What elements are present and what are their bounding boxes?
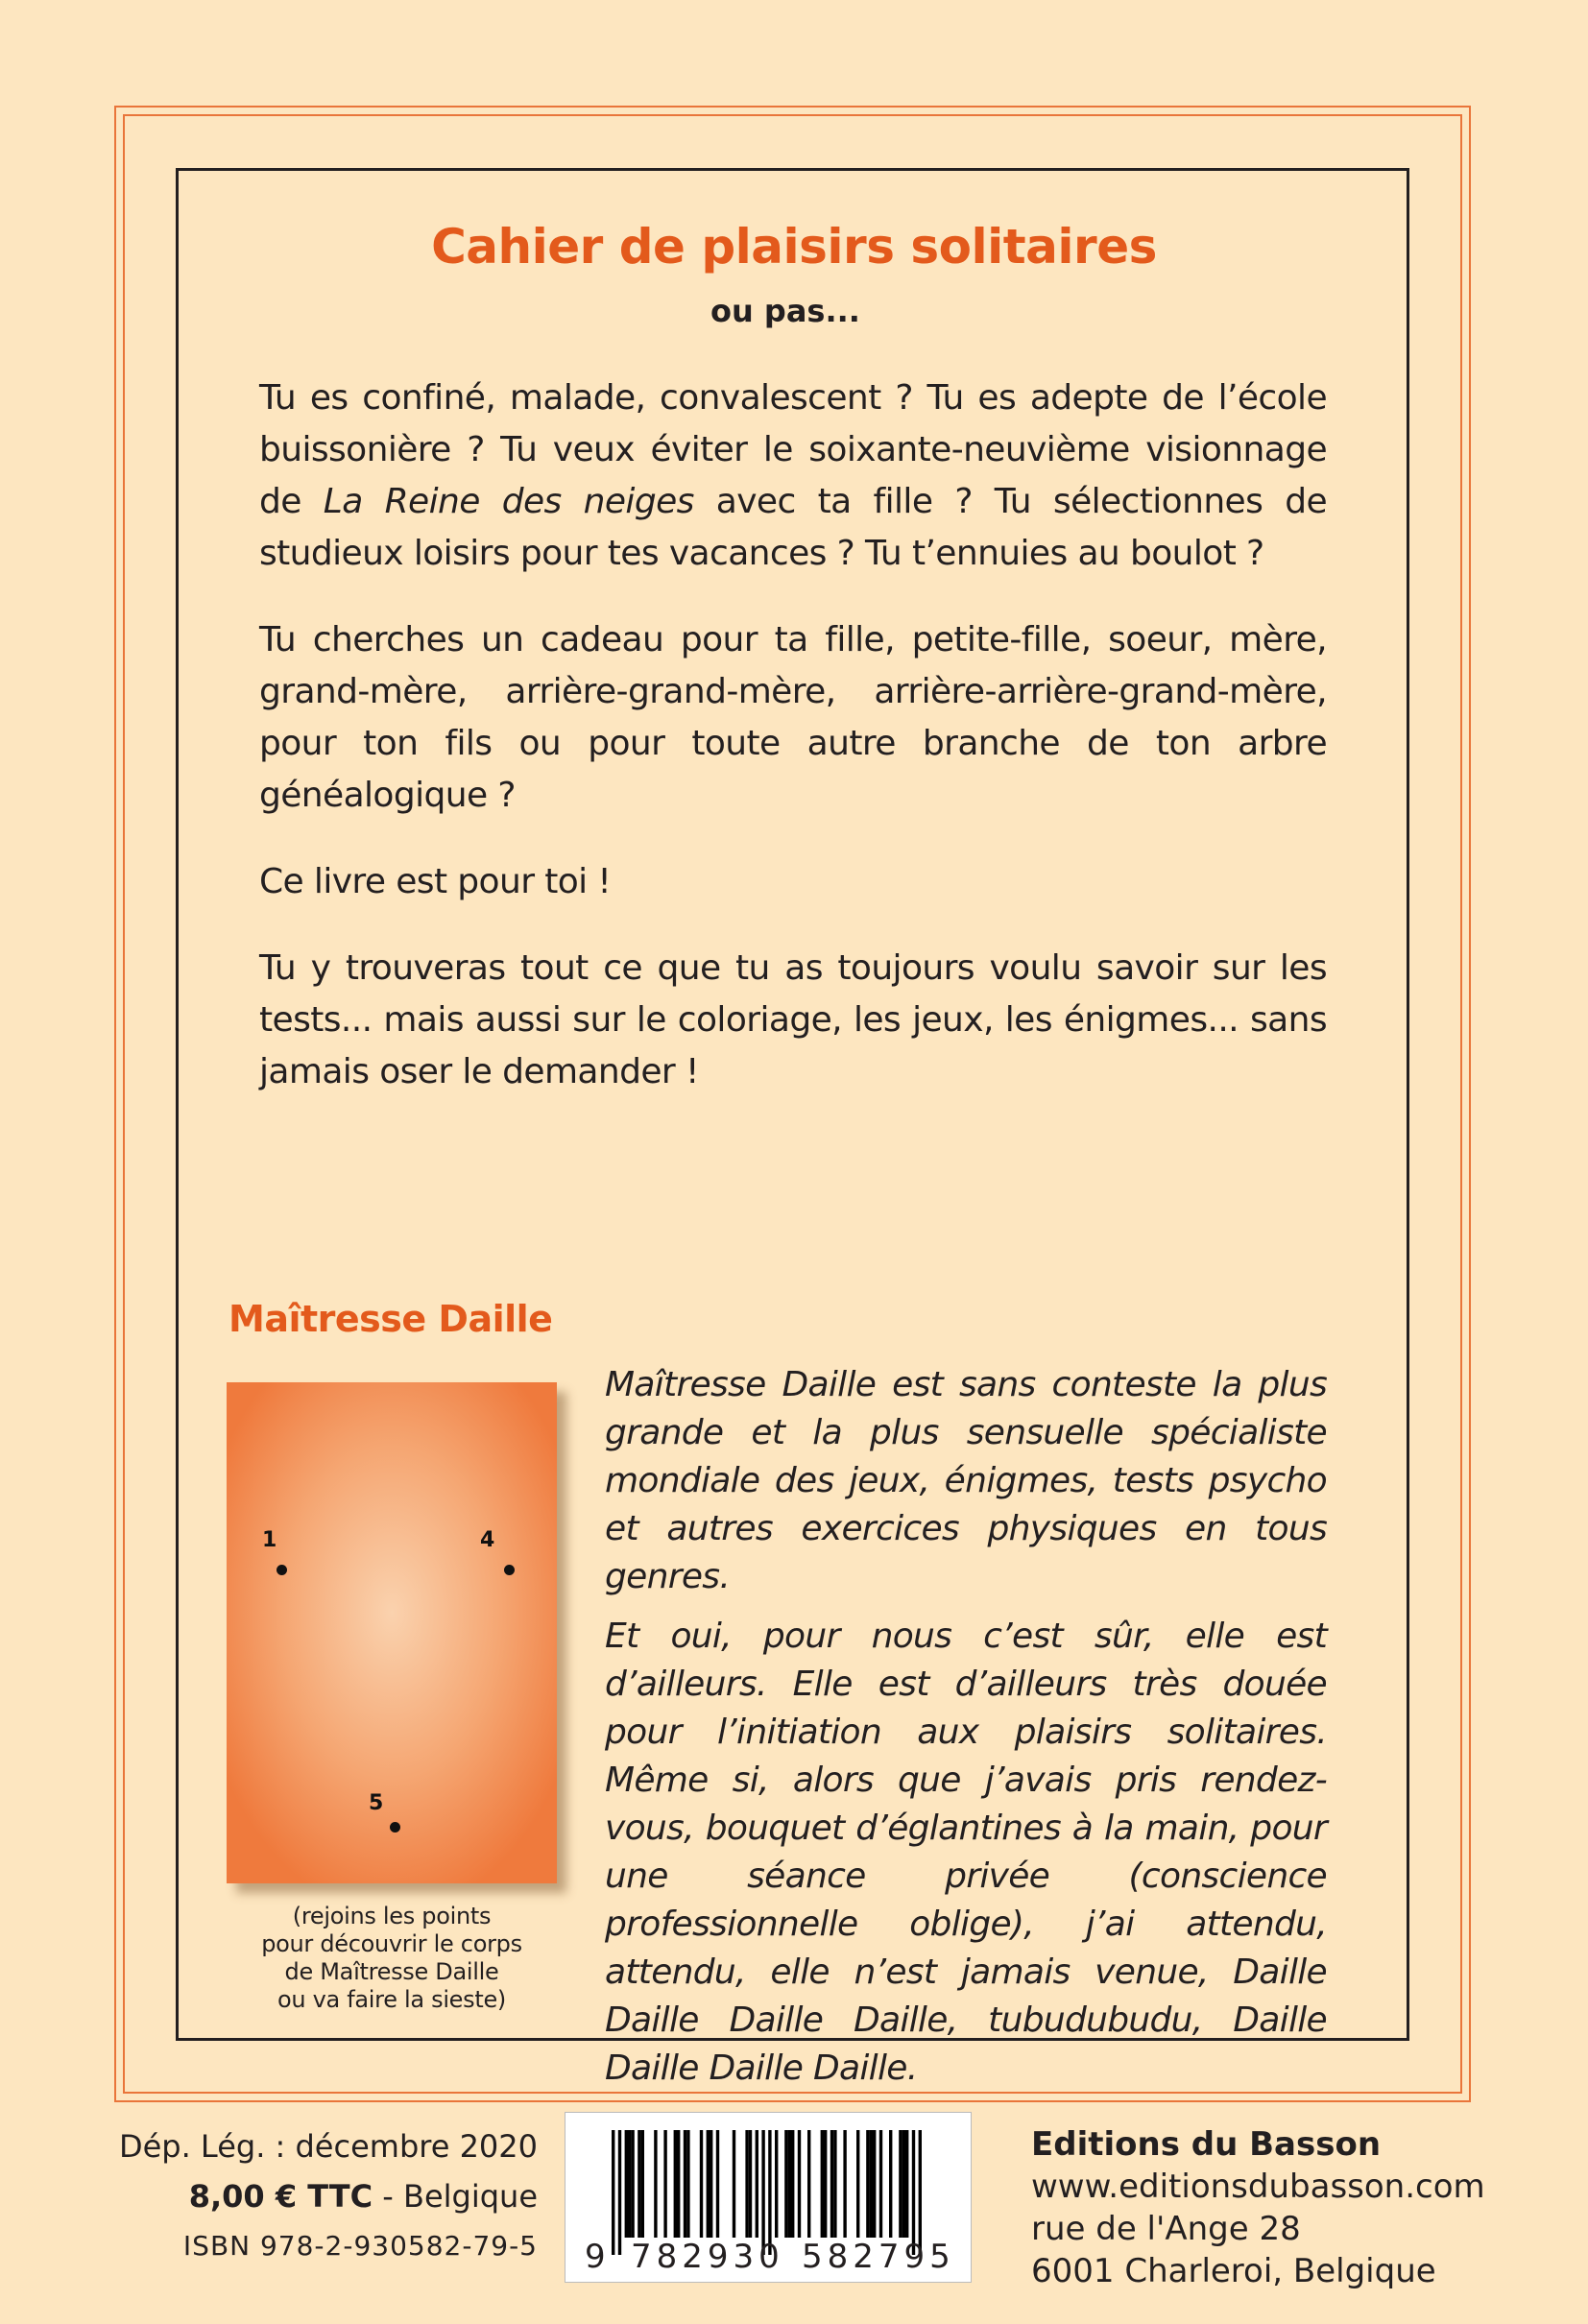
barcode-bar bbox=[856, 2130, 859, 2238]
barcode-bar bbox=[889, 2130, 892, 2238]
barcode-bar bbox=[761, 2130, 764, 2255]
dot-4 bbox=[504, 1565, 515, 1575]
publisher-name: Editions du Basson bbox=[1031, 2125, 1382, 2164]
barcode-bar bbox=[618, 2130, 621, 2255]
book-title: Cahier de plaisirs solitaires bbox=[431, 219, 1157, 275]
bio-paragraph-2: Et oui, pour nous c’est sûr, elle est d’ailleurs. Elle est d’ailleurs très douée pour l’initiation aux plaisirs solitaires. Même si, alors que j’avais pris rendez-vous, bouquet d’églantines à la main, pour une séance privée (conscience professionnelle oblige), j’ai attendu, attendu, elle n’est jamais venue, Daille Daille Daille Daille, tubudubudu, Daille Daille Daille Daille. bbox=[605, 1617, 1327, 2088]
barcode-bar bbox=[612, 2130, 614, 2255]
barcode-bar bbox=[824, 2130, 827, 2238]
barcode-bar bbox=[641, 2130, 644, 2238]
barcode-bar bbox=[686, 2130, 689, 2238]
barcode-bar bbox=[733, 2130, 735, 2238]
barcode-bar bbox=[791, 2130, 794, 2238]
film-title: La Reine des neiges bbox=[323, 482, 694, 521]
dot-label-5: 5 bbox=[369, 1791, 384, 1815]
barcode-bar bbox=[710, 2130, 712, 2238]
blurb bbox=[259, 372, 1327, 1133]
blurb-paragraph-2: Tu cherches un cadeau pour ta fille, petite-fille, soeur, mère, grand-mère, arrière-grand-mère, arrière-arrière-grand-mère, pour ton fils ou pour toute autre branche de ton arbre généalogique ? bbox=[259, 620, 1327, 815]
barcode-bar bbox=[798, 2130, 801, 2238]
legal-info bbox=[77, 2121, 538, 2271]
barcode: 9 782930 582795 bbox=[565, 2112, 972, 2283]
price-line: 8,00 € TTC - Belgique bbox=[188, 2178, 538, 2215]
publisher-street: rue de l'Ange 28 bbox=[1031, 2210, 1301, 2248]
dot-1 bbox=[277, 1565, 287, 1575]
barcode-bar bbox=[902, 2130, 905, 2238]
barcode-bar bbox=[707, 2130, 710, 2238]
puzzle-caption: (rejoins les points pour découvrir le corps de Maîtresse Daille ou va faire la sieste) bbox=[261, 1903, 522, 2013]
dot-label-4: 4 bbox=[480, 1528, 495, 1552]
barcode-bar bbox=[631, 2130, 634, 2238]
author-bio bbox=[605, 1361, 1327, 2104]
blurb-paragraph-4: Tu y trouveras tout ce que tu as toujours voulu savoir sur les tests... mais aussi sur le coloriage, les jeux, les énigmes... sans jamais oser le demander ! bbox=[259, 948, 1327, 1091]
barcode-bar bbox=[674, 2130, 677, 2238]
barcode-bar bbox=[870, 2130, 873, 2238]
barcode-bar bbox=[716, 2130, 719, 2238]
barcode-bar bbox=[833, 2130, 836, 2238]
legal-deposit: Dép. Lég. : décembre 2020 bbox=[118, 2128, 538, 2165]
barcode-bar bbox=[905, 2130, 908, 2238]
barcode-bar bbox=[768, 2130, 771, 2255]
barcode-bar bbox=[873, 2130, 876, 2238]
barcode-bar bbox=[654, 2130, 657, 2238]
dot-5 bbox=[390, 1822, 400, 1833]
barcode-bar bbox=[745, 2130, 748, 2238]
blurb-paragraph-1: Tu es confiné, malade, convalescent ? Tu es adepte de l’école buissonière ? Tu veux éviter le soixante-neuvième visionnage de La Reine des neiges avec ta fille ? Tu sélectionnes de studieux loisirs pour tes vacances ? Tu t’ennuies au boulot ? bbox=[259, 378, 1327, 573]
barcode-bar bbox=[899, 2130, 902, 2238]
publisher-url: www.editionsdubasson.com bbox=[1031, 2168, 1485, 2206]
barcode-bar bbox=[663, 2130, 666, 2238]
connect-the-dots-puzzle bbox=[227, 1382, 557, 1883]
barcode-bar bbox=[879, 2130, 882, 2238]
barcode-bar bbox=[756, 2130, 758, 2238]
bio-paragraph-1: Maîtresse Daille est sans conteste la plus grande et la plus sensuelle spécialiste mondiale des jeux, énigmes, tests psycho et autres exercices physiques en tous genres. bbox=[605, 1365, 1327, 1596]
barcode-bar bbox=[625, 2130, 628, 2238]
barcode-bar bbox=[628, 2130, 631, 2238]
barcode-bar bbox=[638, 2130, 640, 2238]
barcode-bar bbox=[912, 2130, 915, 2255]
barcode-bar bbox=[830, 2130, 833, 2238]
barcode-bar bbox=[866, 2130, 869, 2238]
barcode-bar bbox=[843, 2130, 846, 2238]
barcode-bar bbox=[784, 2130, 787, 2238]
publisher-info bbox=[1031, 2123, 1485, 2292]
barcode-bar bbox=[821, 2130, 824, 2238]
book-subtitle: ou pas... bbox=[710, 293, 860, 329]
author-name: Maîtresse Daille bbox=[229, 1298, 553, 1340]
barcode-bar bbox=[788, 2130, 791, 2238]
barcode-bar bbox=[700, 2130, 703, 2238]
barcode-bar bbox=[749, 2130, 752, 2238]
publisher-city: 6001 Charleroi, Belgique bbox=[1031, 2252, 1436, 2290]
isbn: ISBN 978-2-930582-79-5 bbox=[182, 2230, 538, 2262]
barcode-bar bbox=[677, 2130, 680, 2238]
dot-label-1: 1 bbox=[262, 1528, 277, 1552]
price: 8,00 € TTC bbox=[188, 2178, 373, 2215]
barcode-bar bbox=[919, 2130, 922, 2255]
barcode-bar bbox=[684, 2130, 686, 2238]
barcode-bar bbox=[775, 2130, 778, 2238]
barcode-bar bbox=[807, 2130, 810, 2238]
blurb-paragraph-3: Ce livre est pour toi ! bbox=[259, 862, 612, 901]
